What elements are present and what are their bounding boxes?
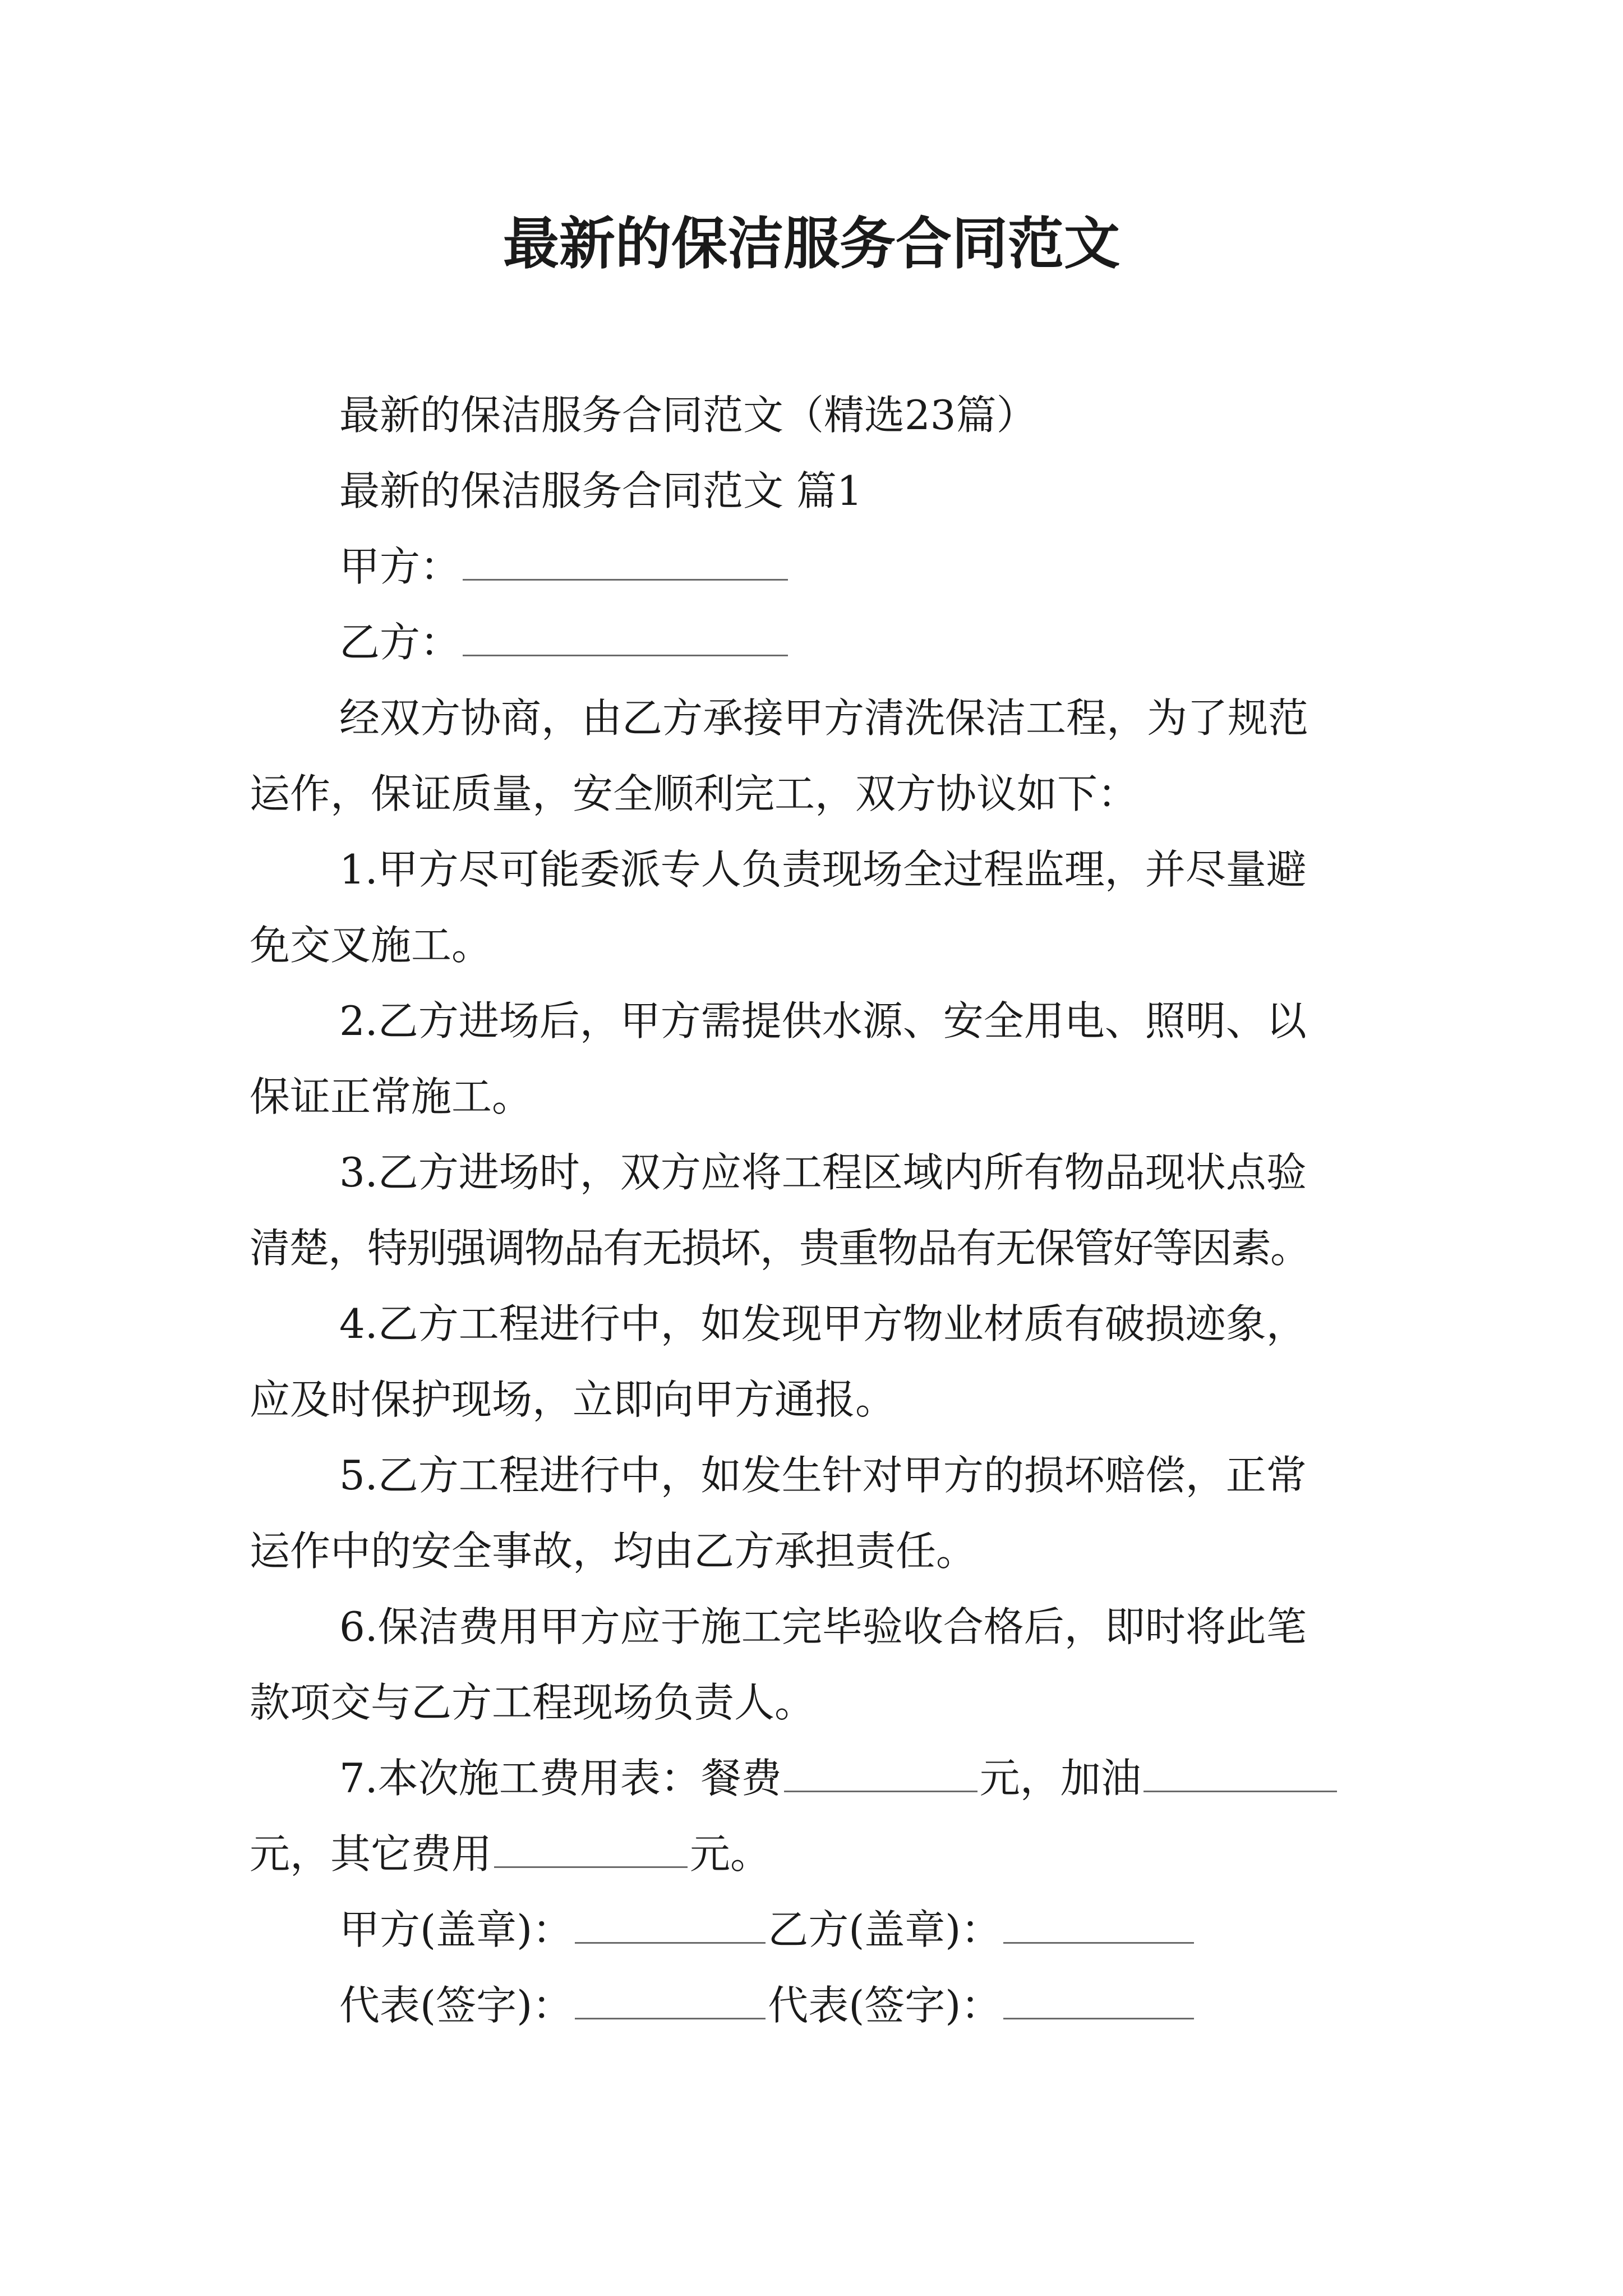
intro-paragraph-line-2: 运作，保证质量，安全顺利完工，双方协议如下： (250, 770, 1138, 817)
subtitle: 最新的保洁服务合同范文（精选23篇） (339, 392, 1037, 439)
clause-1-line-2: 免交叉施工。 (250, 922, 492, 969)
party-b-line (339, 614, 1483, 670)
section-heading: 最新的保洁服务合同范文 篇1 (339, 467, 863, 514)
party-b-blank[interactable] (463, 614, 788, 656)
signature-line (339, 1977, 1483, 2033)
party-a-sign-blank[interactable] (575, 1977, 766, 2019)
clause-5-line-1: 5.乙方工程进行中，如发生针对甲方的损坏赔偿，正常 (339, 1452, 1307, 1499)
party-a-sign-label: 代表(签字)： (339, 1982, 573, 2029)
document-title: 最新的保洁服务合同范文 (503, 211, 1120, 277)
party-b-seal-blank[interactable] (1003, 1902, 1194, 1944)
clause-4-line-2: 应及时保护现场，立即向甲方通报。 (250, 1376, 896, 1423)
clause-7-line-2 (250, 1826, 1394, 1882)
fuel-fee-blank[interactable] (1144, 1750, 1337, 1792)
clause-5-line-2: 运作中的安全事故，均由乙方承担责任。 (250, 1527, 977, 1575)
intro-paragraph-line-1: 经双方协商，由乙方承接甲方清洗保洁工程，为了规范 (339, 694, 1309, 742)
party-a-seal-label: 甲方(盖章)： (339, 1906, 573, 1953)
fuel-fee-label: 元，加油 (979, 1755, 1141, 1802)
clause-3-line-1: 3.乙方进场时，双方应将工程区域内所有物品现状点验 (339, 1149, 1307, 1196)
meal-fee-blank[interactable] (784, 1750, 978, 1792)
clause-1-line-1: 1.甲方尽可能委派专人负责现场全过程监理，并尽量避 (339, 846, 1307, 893)
other-fee-unit: 元。 (690, 1830, 771, 1878)
clause-2-line-1: 2.乙方进场后，甲方需提供水源、安全用电、照明、以 (339, 997, 1307, 1045)
clause-6-line-1: 6.保洁费用甲方应于施工完毕验收合格后，即时将此笔 (339, 1603, 1307, 1650)
party-b-sign-label: 代表(签字)： (768, 1982, 1002, 2029)
party-b-seal-label: 乙方(盖章)： (768, 1906, 1002, 1953)
party-b-label: 乙方： (339, 619, 461, 666)
meal-fee-label: 7.本次施工费用表：餐费 (339, 1755, 782, 1802)
other-fee-label: 元，其它费用 (250, 1830, 492, 1878)
party-b-sign-blank[interactable] (1003, 1977, 1194, 2019)
clause-3-line-2: 清楚，特别强调物品有无损坏，贵重物品有无保管好等因素。 (250, 1225, 1310, 1272)
seal-line (339, 1902, 1483, 1958)
clause-4-line-1: 4.乙方工程进行中，如发现甲方物业材质有破损迹象， (339, 1300, 1307, 1347)
clause-7-line-1 (339, 1750, 1483, 1806)
clause-6-line-2: 款项交与乙方工程现场负责人。 (250, 1679, 815, 1726)
party-a-line (339, 539, 1483, 595)
party-a-seal-blank[interactable] (575, 1902, 766, 1944)
party-a-label: 甲方： (339, 543, 461, 590)
other-fee-blank[interactable] (494, 1826, 688, 1868)
party-a-blank[interactable] (463, 539, 788, 581)
clause-2-line-2: 保证正常施工。 (250, 1073, 533, 1120)
